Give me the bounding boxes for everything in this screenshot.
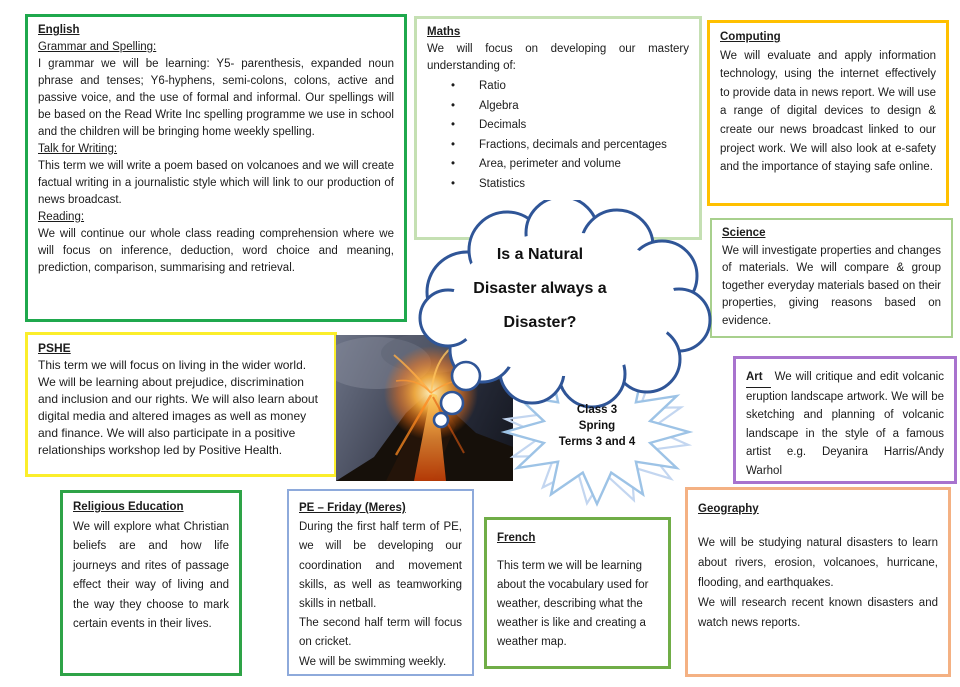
list-item: • Fractions, decimals and percentages [451,136,689,156]
topic-question-line: Disaster always a [473,280,607,297]
section-heading: Talk for Writing: [38,143,118,155]
list-item: • Algebra [451,97,689,117]
art-text-block [746,368,944,481]
english-title: English [38,24,80,36]
topic-question-line: Is a Natural [496,246,584,263]
computing-text: We will evaluate and apply information technology, using the internet effectively to provide data in news report. We will use a range of digital devices to design & create our news broadcast linked to our project work. We will also look at e-safety and the importance of staying safe online. [720,49,936,174]
topic-question-line: Disaster? [503,314,577,331]
thought-bubble-tail [434,362,480,427]
science-title: Science [722,227,766,239]
maths-title: Maths [427,26,461,38]
pe-box [287,489,474,676]
section-text: We will continue our whole class reading comprehension where we will focus on inference, deduction, word choice and meaning, prediction, comparison, summarising and retrieval. [38,228,394,274]
computing-title: Computing [720,31,781,43]
section-heading: Reading: [38,211,85,223]
class-info-text [522,402,672,450]
french-text: This term we will be learning about the vocabulary used for weather, describing what the weather is like and creating a weather map. [497,560,649,648]
pe-paragraph: During the first half term of PE, we will be developing our coordination and movement skills, as well as teamworking skills in netball. [299,521,462,611]
section-text: I grammar we will be learning: Y5- parenthesis, expanded noun phrase and tenses; Y6-hyphens, semi-colons, colons, active and passive voice, and the use of formal and informal. Our spellings will be based on the Read Write Inc spelling programme we use in school and the children will be bringing home weekly spelling. [38,58,394,138]
science-box [710,218,953,338]
class-info-line: Spring [578,420,616,432]
computing-box [707,20,949,206]
geography-box [685,487,951,677]
art-title: Art [746,368,771,388]
pshe-title: PSHE [38,341,71,355]
geography-paragraph: We will be studying natural disasters to learn about rivers, erosion, volcanoes, hurricane, flooding, and earthquakes. [698,537,938,589]
topic-question-text [440,238,640,340]
list-item: • Decimals [451,116,689,136]
english-box [25,14,407,322]
list-item: • Ratio [451,77,689,97]
list-item: • Area, perimeter and volume [451,155,689,175]
geography-title: Geography [698,503,759,515]
science-text: We will investigate properties and changes of materials. We will compare & group together everyday materials based on their properties, giving reasons based on evidence. [722,244,941,327]
section-heading: Grammar and Spelling: [38,41,157,53]
maths-topic-list [451,77,689,194]
religious-education-text: We will explore what Christian beliefs are and how life journeys and rites of passage effect their way of living and the way they choose to mark certain events in their lives. [73,520,229,630]
pe-paragraph: We will be swimming weekly. [299,655,447,668]
french-title: French [497,532,536,544]
class-info-line: Class 3 [576,404,618,416]
art-box [733,356,957,484]
french-box [484,517,671,669]
maths-intro: We will focus on developing our mastery understanding of: [427,43,689,72]
pshe-box [25,332,337,477]
religious-education-title: Religious Education [73,501,184,513]
list-item: • Statistics [451,175,689,195]
pshe-text: This term we will focus on living in the wider world. We will be learning about prejudice, discrimination and inclusion and our rights. We will also learn about digital media and altered images as well as money and finance. We will also participate in a positive relationships workshop led by Positive Health. [38,358,318,457]
religious-education-box [60,490,242,676]
pe-paragraph: The second half term will focus on cricket. [299,617,462,649]
pe-title: PE – Friday (Meres) [299,502,406,514]
class-info-line: Terms 3 and 4 [558,436,636,448]
art-text: We will critique and edit volcanic eruption landscape artwork. We will be sketching and planning of volcanic landscape in the style of a famous artist e.g. Deyanira Harris/Andy Warhol [746,371,944,477]
geography-paragraph: We will research recent known disasters and watch news reports. [698,597,938,629]
section-text: This term we will write a poem based on volcanoes and we will create factual writing in a journalistic style which will link to our production of news broadcast. [38,160,394,206]
